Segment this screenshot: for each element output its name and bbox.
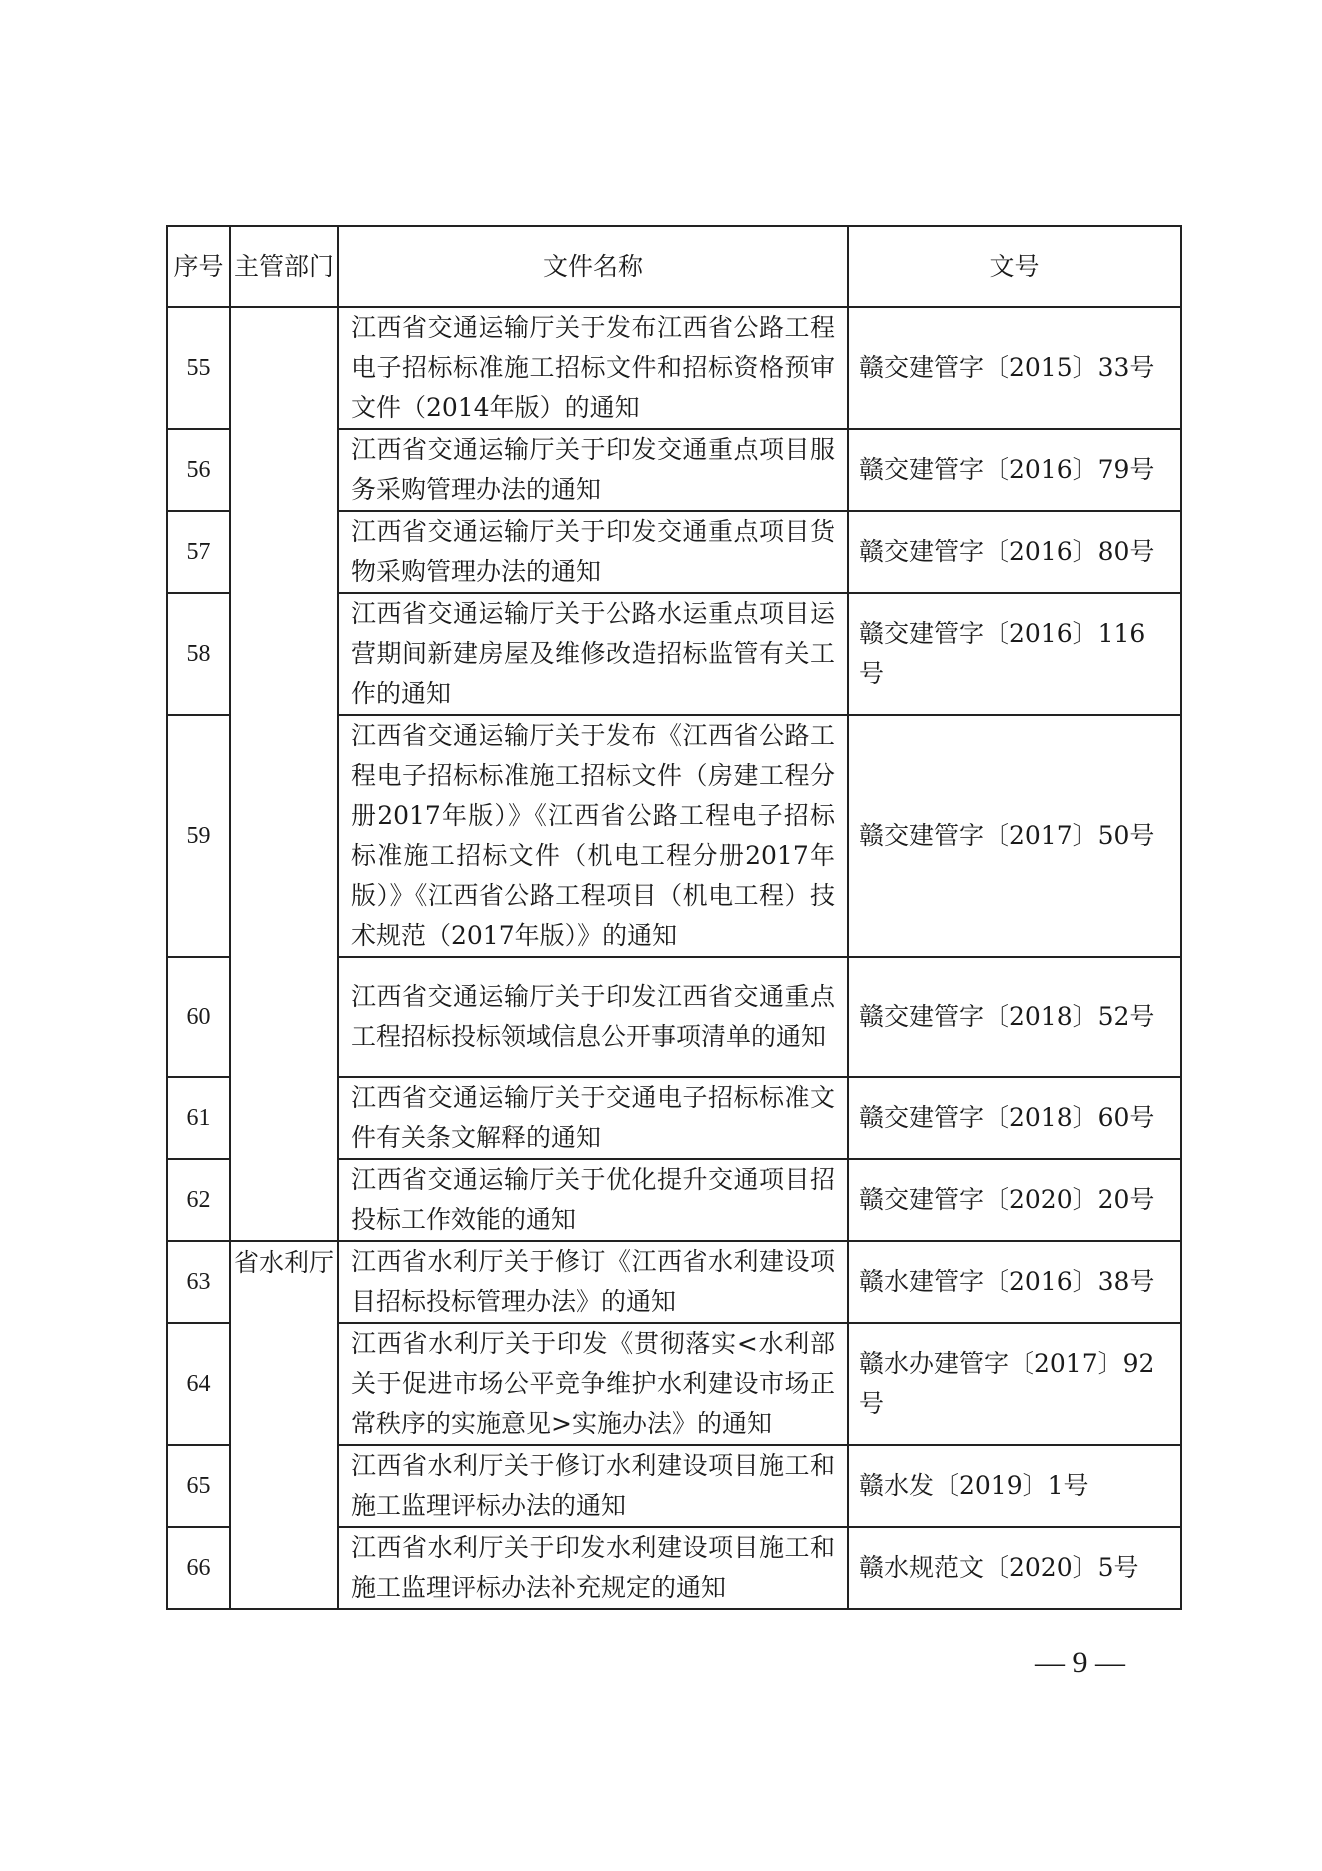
page-number: — 9 — [1035,1646,1125,1679]
document-number: 赣交建管字〔2016〕80号 [848,511,1181,593]
header-department: 主管部门 [230,226,338,307]
document-number: 赣水办建管字〔2017〕92号 [848,1323,1181,1445]
document-name: 江西省交通运输厅关于公路水运重点项目运营期间新建房屋及维修改造招标监管有关工作的通知 [338,593,848,715]
department-cell-transport [230,307,338,1241]
document-name: 江西省交通运输厅关于优化提升交通项目招投标工作效能的通知 [338,1159,848,1241]
row-number: 56 [167,429,230,511]
document-name: 江西省水利厅关于修订《江西省水利建设项目招标投标管理办法》的通知 [338,1241,848,1323]
header-document-name: 文件名称 [338,226,848,307]
document-number: 赣交建管字〔2016〕116号 [848,593,1181,715]
document-number: 赣交建管字〔2016〕79号 [848,429,1181,511]
row-number: 63 [167,1241,230,1323]
table-row [167,1241,1181,1323]
document-table [166,225,1182,1610]
document-name: 江西省交通运输厅关于印发交通重点项目服务采购管理办法的通知 [338,429,848,511]
document-number: 赣交建管字〔2020〕20号 [848,1159,1181,1241]
document-name: 江西省交通运输厅关于发布《江西省公路工程电子招标标准施工招标文件（房建工程分册2017年版）》《江西省公路工程电子招标标准施工招标文件（机电工程分册2017年版）》《江西省公路工程项目（机电工程）技术规范（2017年版）》的通知 [338,715,848,957]
row-number: 59 [167,715,230,957]
document-number: 赣水规范文〔2020〕5号 [848,1527,1181,1609]
row-number: 65 [167,1445,230,1527]
row-number: 60 [167,957,230,1077]
row-number: 58 [167,593,230,715]
row-number: 57 [167,511,230,593]
document-number: 赣交建管字〔2018〕52号 [848,957,1181,1077]
document-name: 江西省交通运输厅关于交通电子招标标准文件有关条文解释的通知 [338,1077,848,1159]
document-number: 赣交建管字〔2015〕33号 [848,307,1181,429]
document-name: 江西省交通运输厅关于印发交通重点项目货物采购管理办法的通知 [338,511,848,593]
document-name: 江西省交通运输厅关于印发江西省交通重点工程招标投标领域信息公开事项清单的通知 [338,957,848,1077]
header-document-number: 文号 [848,226,1181,307]
row-number: 61 [167,1077,230,1159]
table-row [167,307,1181,429]
row-number: 55 [167,307,230,429]
document-name: 江西省交通运输厅关于发布江西省公路工程电子招标标准施工招标文件和招标资格预审文件（2014年版）的通知 [338,307,848,429]
document-number: 赣水发〔2019〕1号 [848,1445,1181,1527]
document-name: 江西省水利厅关于印发《贯彻落实<水利部关于促进市场公平竞争维护水利建设市场正常秩序的实施意见>实施办法》的通知 [338,1323,848,1445]
document-number: 赣交建管字〔2017〕50号 [848,715,1181,957]
header-serial-number: 序号 [167,226,230,307]
row-number: 66 [167,1527,230,1609]
department-cell-water: 省水利厅 [230,1241,338,1609]
row-number: 64 [167,1323,230,1445]
document-name: 江西省水利厅关于修订水利建设项目施工和施工监理评标办法的通知 [338,1445,848,1527]
document-number: 赣交建管字〔2018〕60号 [848,1077,1181,1159]
table-header-row [167,226,1181,307]
document-number: 赣水建管字〔2016〕38号 [848,1241,1181,1323]
document-name: 江西省水利厅关于印发水利建设项目施工和施工监理评标办法补充规定的通知 [338,1527,848,1609]
row-number: 62 [167,1159,230,1241]
